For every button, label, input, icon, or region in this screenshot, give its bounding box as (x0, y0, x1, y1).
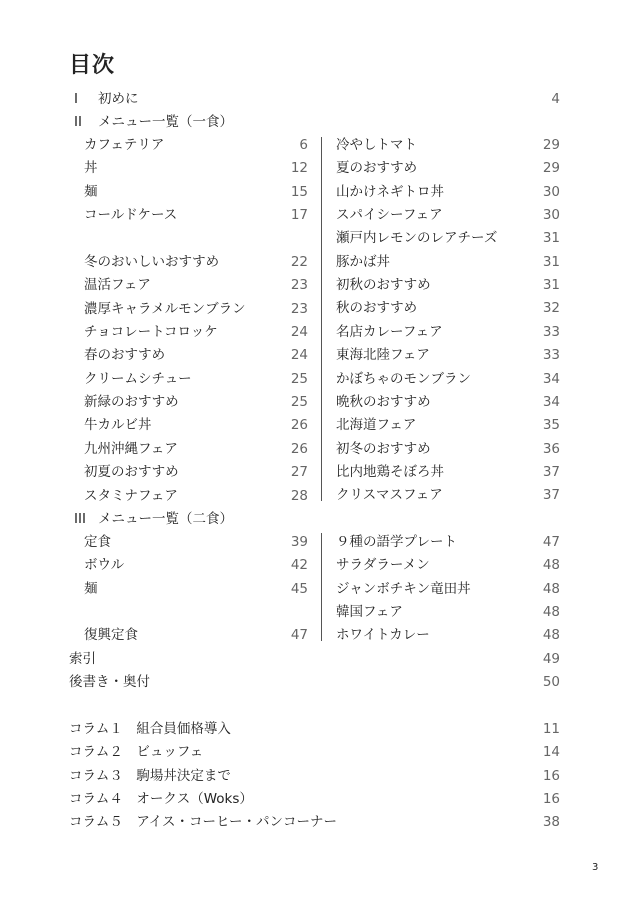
entry-label: 東海北陸フェア (336, 347, 430, 364)
menu-entry[interactable] (336, 181, 560, 204)
menu-entry[interactable] (336, 204, 560, 227)
roman-numeral: II (74, 114, 82, 130)
menu-entry[interactable] (336, 578, 560, 601)
menu-entry[interactable] (84, 204, 308, 227)
entry-label: コラム４ オークス（Woks） (69, 791, 253, 808)
menu-entry[interactable] (336, 344, 560, 367)
menu-entry[interactable] (84, 344, 308, 367)
entry-label: 初秋のおすすめ (336, 277, 431, 294)
page-title: 目次 (69, 53, 116, 78)
section-label: メニュー一覧（二食） (98, 511, 233, 527)
entry-label: 晩秋のおすすめ (336, 393, 431, 410)
column-divider (321, 137, 322, 501)
page-number: 12 (290, 160, 308, 177)
page-number: 31 (542, 277, 560, 294)
entry-label: 麺 (84, 580, 98, 597)
page-number: 4 (551, 91, 560, 107)
entry-label: コラム２ ビュッフェ (69, 744, 204, 761)
entry-label: 初夏のおすすめ (84, 464, 179, 481)
page-number: 37 (542, 463, 560, 480)
entry-label: サラダラーメン (336, 557, 430, 574)
section-label: メニュー一覧（一食） (98, 114, 233, 130)
menu-entry[interactable] (84, 274, 308, 297)
page-number: 6 (299, 137, 308, 153)
page-number: 14 (542, 744, 560, 761)
entry-label: 復興定食 (84, 627, 138, 643)
page-number: 48 (542, 627, 560, 644)
page-number: 27 (290, 464, 308, 481)
page-number: 30 (542, 183, 560, 200)
page-number: 16 (542, 791, 560, 808)
page-number: 47 (542, 534, 560, 550)
entry-label: 比内地鶏そぼろ丼 (336, 463, 444, 480)
menu-entry[interactable] (336, 531, 560, 554)
page-number: 17 (290, 207, 308, 224)
page-number: 23 (290, 300, 308, 317)
toc-section-intro[interactable] (74, 88, 560, 111)
entry-label: コラム３ 駒場丼決定まで (69, 767, 231, 784)
entry-label: チョコレートコロッケ (84, 324, 218, 341)
page-number: 32 (542, 300, 560, 317)
entry-label: 韓国フェア (336, 604, 403, 621)
menu-entry[interactable] (336, 554, 560, 577)
page-number: 50 (542, 674, 560, 690)
section-label: 索引 (69, 651, 96, 667)
menu-entry[interactable] (336, 461, 560, 484)
entry-label: 新緑のおすすめ (84, 394, 179, 411)
page-number: 31 (542, 230, 560, 247)
menu-entry[interactable] (336, 391, 560, 414)
menu-entry[interactable] (84, 414, 308, 437)
page-number: 24 (290, 347, 308, 364)
entry-label: 夏のおすすめ (336, 160, 418, 177)
menu-entry[interactable] (84, 391, 308, 414)
toc-section-afterword[interactable] (69, 671, 560, 694)
roman-numeral: I (74, 91, 78, 107)
menu-entry[interactable] (84, 181, 308, 204)
entry-label: 名店カレーフェア (336, 323, 443, 340)
page-number: 31 (542, 253, 560, 270)
menu-entry[interactable] (336, 297, 560, 320)
entry-label: かぼちゃのモンブラン (336, 370, 471, 387)
menu-entry[interactable] (84, 624, 308, 647)
page-number: 48 (542, 580, 560, 597)
menu-entry[interactable] (84, 251, 308, 274)
menu-entry[interactable] (336, 624, 560, 647)
page-number: 26 (290, 440, 308, 457)
page-number: 37 (542, 487, 560, 504)
page-number: 33 (542, 323, 560, 340)
section-label: 初めに (98, 91, 139, 107)
page-number: 33 (542, 347, 560, 364)
menu-entry[interactable] (336, 157, 560, 180)
entry-label: 牛カルビ丼 (84, 417, 152, 434)
entry-label: 定食 (84, 534, 111, 550)
menu-entry[interactable] (336, 601, 560, 624)
entry-label: スパイシーフェア (336, 207, 443, 224)
menu-entry[interactable] (84, 438, 308, 461)
menu-entry[interactable] (336, 321, 560, 344)
menu-entry[interactable] (84, 578, 308, 601)
page-number: 39 (290, 534, 308, 550)
page-number: 36 (542, 440, 560, 457)
entry-label: 九州沖縄フェア (84, 440, 178, 457)
menu-entry[interactable] (336, 134, 560, 157)
page-number: 22 (290, 254, 308, 270)
entry-label: 冬のおいしいおすすめ (84, 254, 220, 270)
column-entry[interactable] (69, 788, 560, 811)
page-number: 48 (542, 557, 560, 574)
entry-label: ホワイトカレー (336, 627, 430, 644)
entry-label: ９種の語学プレート (336, 534, 457, 550)
menu-entry[interactable] (84, 157, 308, 180)
menu-entry[interactable] (84, 368, 308, 391)
entry-label: コールドケース (84, 207, 178, 224)
entry-label: カフェテリア (84, 137, 165, 153)
entry-label: 豚かば丼 (336, 253, 390, 270)
menu-entry[interactable] (336, 414, 560, 437)
page-number: 49 (542, 651, 560, 667)
entry-label: スタミナフェア (84, 487, 178, 504)
folio-page-number: 3 (592, 862, 599, 873)
entry-label: ボウル (84, 557, 125, 574)
section-label: 後書き・奥付 (69, 674, 150, 690)
menu-entry[interactable] (84, 554, 308, 577)
page-number: 30 (542, 207, 560, 224)
page-number: 24 (290, 324, 308, 341)
page-number: 48 (542, 604, 560, 621)
page-number: 47 (290, 627, 308, 643)
entry-label: 北海道フェア (336, 417, 417, 434)
roman-numeral: III (74, 511, 86, 527)
menu-entry[interactable] (84, 461, 308, 484)
entry-label: 冷やしトマト (336, 137, 417, 153)
entry-label: 瀬戸内レモンのレアチーズ (336, 230, 498, 247)
entry-label: 濃厚キャラメルモンブラン (84, 300, 246, 317)
entry-label: コラム１ 組合員価格導入 (69, 721, 231, 737)
page-number: 15 (290, 183, 308, 200)
entry-label: 麺 (84, 183, 98, 200)
entry-label: コラム５ アイス・コーヒー・パンコーナー (69, 814, 337, 831)
page-number: 23 (290, 277, 308, 294)
toc-section-menu-one[interactable] (74, 111, 560, 134)
page-number: 29 (542, 137, 560, 153)
menu-entry[interactable] (84, 531, 308, 554)
entry-label: 丼 (84, 160, 98, 177)
menu-entry[interactable] (84, 298, 308, 321)
menu-entry[interactable] (84, 134, 308, 157)
entry-label: クリスマスフェア (336, 487, 443, 504)
toc-section-index[interactable] (69, 648, 560, 671)
entry-label: 春のおすすめ (84, 347, 166, 364)
column-entry[interactable] (69, 811, 560, 834)
page-number: 42 (290, 557, 308, 574)
page-number: 35 (542, 417, 560, 434)
menu-entry[interactable] (84, 321, 308, 344)
menu-entry[interactable] (336, 251, 560, 274)
menu-entry[interactable] (336, 274, 560, 297)
entry-label: クリームシチュー (84, 370, 192, 387)
column-entry[interactable] (69, 765, 560, 788)
column-entry[interactable] (69, 741, 560, 764)
column-entry[interactable] (69, 718, 560, 741)
page-number: 45 (290, 580, 308, 597)
page-number: 16 (542, 767, 560, 784)
page-number: 38 (542, 814, 560, 831)
page-number: 26 (290, 417, 308, 434)
entry-label: ジャンボチキン竜田丼 (336, 580, 471, 597)
page-number: 25 (290, 370, 308, 387)
menu-entry[interactable] (84, 485, 308, 508)
entry-label: 初冬のおすすめ (336, 440, 431, 457)
page-number: 34 (542, 370, 560, 387)
column-divider (321, 533, 322, 641)
page-number: 11 (542, 721, 560, 737)
menu-entry[interactable] (336, 368, 560, 391)
menu-entry[interactable] (336, 484, 560, 507)
toc-section-menu-two[interactable] (74, 508, 560, 531)
page-number: 25 (290, 394, 308, 411)
entry-label: 温活フェア (84, 277, 151, 294)
entry-label: 山かけネギトロ丼 (336, 183, 444, 200)
entry-label: 秋のおすすめ (336, 300, 418, 317)
menu-entry[interactable] (336, 438, 560, 461)
page-number: 28 (290, 487, 308, 504)
page-number: 29 (542, 160, 560, 177)
menu-entry[interactable] (336, 227, 560, 250)
page-number: 34 (542, 393, 560, 410)
